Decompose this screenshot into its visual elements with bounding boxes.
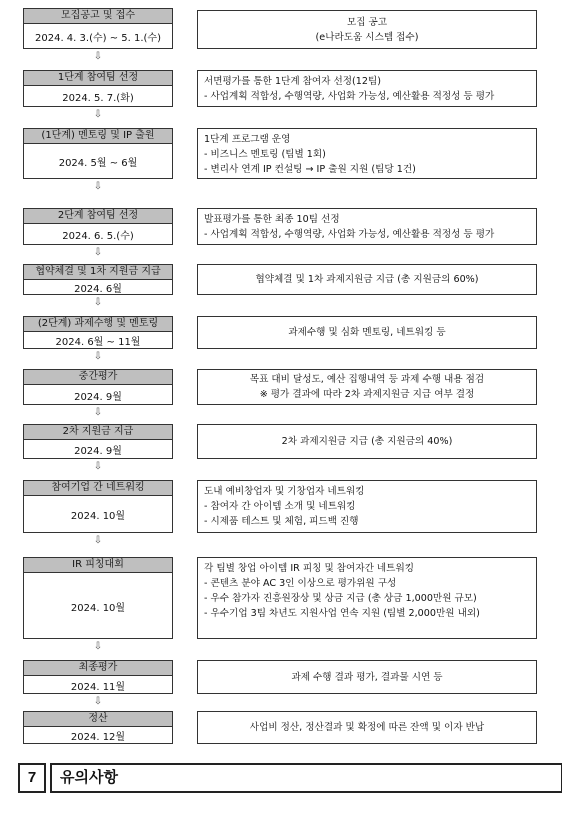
step-box bbox=[23, 424, 173, 459]
step-title: 정산 bbox=[24, 712, 172, 727]
description-line: - 사업계획 적합성, 수행역량, 사업화 가능성, 예산활용 적정성 등 평가 bbox=[204, 229, 495, 240]
step-title: 모집공고 및 접수 bbox=[24, 9, 172, 24]
step-date: 2024. 4. 3.(수) ~ 5. 1.(수) bbox=[35, 33, 161, 44]
step-box bbox=[23, 557, 173, 639]
down-arrow-icon: ⇩ bbox=[93, 297, 103, 308]
down-arrow-icon: ⇩ bbox=[93, 407, 103, 418]
step-title: (1단계) 멘토링 및 IP 출원 bbox=[24, 129, 172, 144]
down-arrow-icon: ⇩ bbox=[93, 109, 103, 120]
description-line: 1단계 프로그램 운영 bbox=[204, 134, 291, 145]
description-line: - 우수기업 3팀 차년도 지원사업 연속 지원 (팀별 2,000만원 내외) bbox=[204, 608, 480, 619]
down-arrow-icon: ⇩ bbox=[93, 461, 103, 472]
step-date: 2024. 5월 ~ 6월 bbox=[58, 158, 138, 169]
description-line: - 시제품 테스트 및 체험, 피드백 진행 bbox=[204, 516, 359, 527]
step-date: 2024. 12월 bbox=[70, 732, 126, 743]
down-arrow-icon: ⇩ bbox=[93, 641, 103, 652]
step-description bbox=[197, 557, 537, 639]
step-description bbox=[197, 264, 537, 295]
step-box bbox=[23, 128, 173, 179]
step-box bbox=[23, 8, 173, 49]
description-line: 2차 과제지원금 지급 (총 지원금의 40%) bbox=[281, 436, 453, 447]
step-date: 2024. 9월 bbox=[74, 391, 122, 403]
down-arrow-icon: ⇩ bbox=[93, 181, 103, 192]
description-line: 과제수행 및 심화 멘토링, 네트워킹 등 bbox=[288, 327, 446, 338]
description-line: 목표 대비 달성도, 예산 집행내역 등 과제 수행 내용 점검 bbox=[249, 374, 485, 385]
step-title: 협약체결 및 1차 지원금 지급 bbox=[24, 265, 172, 280]
step-title: 최종평가 bbox=[24, 661, 172, 676]
description-line: 서면평가를 통한 1단계 참여자 선정(12팀) bbox=[204, 76, 382, 87]
step-box bbox=[23, 660, 173, 694]
step-title: 2차 지원금 지급 bbox=[24, 425, 172, 440]
description-line: - 우수 참가자 진흥원장상 및 상금 지급 (총 상금 1,000만원 규모) bbox=[204, 593, 477, 604]
step-box bbox=[23, 316, 173, 349]
step-box bbox=[23, 264, 173, 295]
step-box bbox=[23, 480, 173, 533]
step-date: 2024. 9월 bbox=[74, 446, 122, 457]
description-line: 협약체결 및 1차 과제지원금 지급 (총 지원금의 60%) bbox=[255, 274, 479, 285]
down-arrow-icon: ⇩ bbox=[93, 535, 103, 546]
step-description bbox=[197, 208, 537, 245]
description-line: - 콘텐츠 분야 AC 3인 이상으로 평가위원 구성 bbox=[204, 578, 397, 589]
step-date: 2024. 11월 bbox=[70, 681, 126, 693]
description-line: 모집 공고 bbox=[346, 16, 388, 28]
down-arrow-icon: ⇩ bbox=[93, 696, 103, 707]
step-box bbox=[23, 70, 173, 107]
step-date: 2024. 6월 ~ 11월 bbox=[55, 337, 141, 348]
step-description bbox=[197, 660, 537, 694]
description-line: (e나라도움 시스템 접수) bbox=[315, 31, 419, 43]
step-description bbox=[197, 424, 537, 459]
step-date: 2024. 10월 bbox=[70, 602, 126, 614]
step-title: IR 피칭대회 bbox=[24, 558, 172, 573]
step-box bbox=[23, 208, 173, 245]
step-description bbox=[197, 70, 537, 107]
description-line: 과제 수행 결과 평가, 결과물 시연 등 bbox=[291, 671, 443, 683]
step-box bbox=[23, 369, 173, 405]
description-line: - 비즈니스 멘토링 (팀별 1회) bbox=[204, 149, 326, 160]
description-line: ※ 평가 결과에 따라 2차 과제지원금 지급 여부 결정 bbox=[259, 389, 475, 400]
description-line: - 참여자 간 아이템 소개 및 네트워킹 bbox=[204, 501, 356, 512]
step-description bbox=[197, 128, 537, 179]
down-arrow-icon: ⇩ bbox=[93, 351, 103, 362]
step-description bbox=[197, 711, 537, 744]
step-date: 2024. 5. 7.(화) bbox=[62, 93, 134, 104]
step-title: (2단계) 과제수행 및 멘토링 bbox=[24, 317, 172, 332]
step-title: 중간평가 bbox=[24, 370, 172, 385]
description-line: 도내 예비창업자 및 기창업자 네트워킹 bbox=[204, 486, 365, 497]
section-header bbox=[18, 763, 562, 793]
description-line: - 변리사 연계 IP 컨설팅 → IP 출원 지원 (팀당 1건) bbox=[204, 164, 416, 175]
description-line: 각 팀별 창업 아이템 IR 피칭 및 참여자간 네트워킹 bbox=[204, 563, 414, 574]
step-description bbox=[197, 10, 537, 49]
description-line: - 사업계획 적합성, 수행역량, 사업화 가능성, 예산활용 적정성 등 평가 bbox=[204, 91, 495, 102]
step-description bbox=[197, 480, 537, 533]
section-title: 유의사항 bbox=[50, 763, 562, 793]
step-title: 참여기업 간 네트워킹 bbox=[24, 481, 172, 496]
step-title: 2단계 참여팀 선정 bbox=[24, 209, 172, 224]
step-description bbox=[197, 369, 537, 405]
step-title: 1단계 참여팀 선정 bbox=[24, 71, 172, 86]
down-arrow-icon: ⇩ bbox=[93, 247, 103, 258]
step-date: 2024. 6월 bbox=[74, 284, 122, 295]
description-line: 발표평가를 통한 최종 10팀 선정 bbox=[204, 214, 340, 225]
step-box bbox=[23, 711, 173, 744]
step-description bbox=[197, 316, 537, 349]
step-date: 2024. 10월 bbox=[70, 511, 126, 522]
section-number: 7 bbox=[18, 763, 46, 793]
step-date: 2024. 6. 5.(수) bbox=[62, 231, 134, 242]
down-arrow-icon: ⇩ bbox=[93, 51, 103, 62]
description-line: 사업비 정산, 정산결과 및 확정에 따른 잔액 및 이자 반납 bbox=[249, 722, 485, 733]
